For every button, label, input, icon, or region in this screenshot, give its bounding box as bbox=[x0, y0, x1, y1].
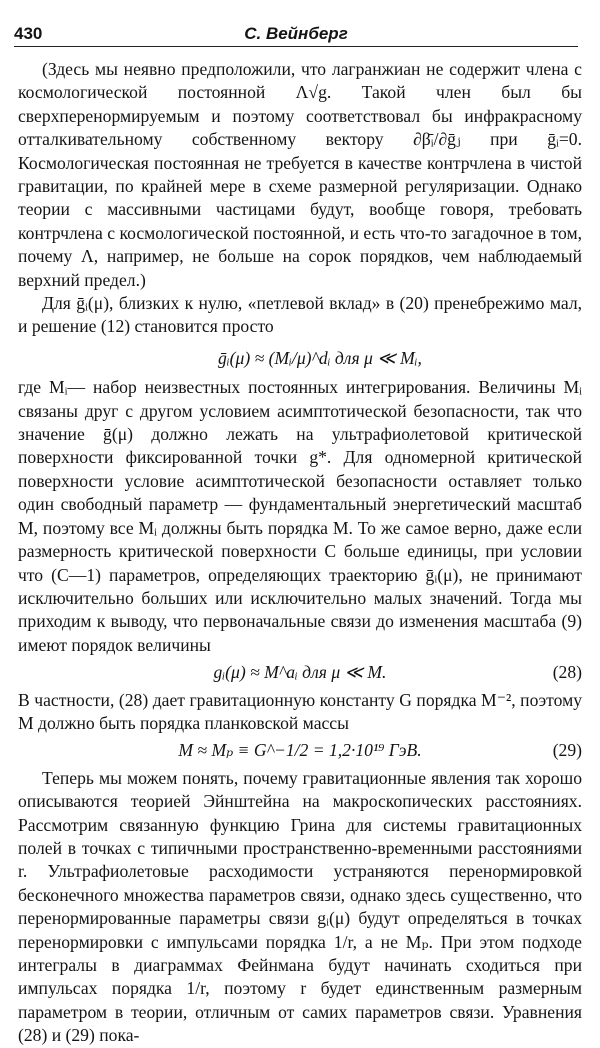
equation-29-expr: M ≈ Mₚ ≡ G^−1/2 = 1,2·10¹⁹ ГэВ. bbox=[178, 740, 422, 761]
paragraph-gravitational-constant: В частности, (28) дает гравитационную константу G порядка M⁻², поэтому M должно быть порядка планковской массы bbox=[18, 689, 582, 733]
equation-29 bbox=[18, 739, 582, 762]
page-number: 430 bbox=[14, 24, 43, 43]
equation-28-expr: gᵢ(μ) ≈ M^aᵢ для μ ≪ M. bbox=[213, 662, 387, 683]
page-body bbox=[18, 58, 582, 1048]
page-header bbox=[14, 20, 578, 47]
equation-solution-expr: ḡᵢ(μ) ≈ (Mᵢ/μ)^dᵢ для μ ≪ Mᵢ, bbox=[218, 347, 422, 368]
paragraph-integration-constants: где Mᵢ— набор неизвестных постоянных интегрирования. Величины Mᵢ связаны друг с другом условием асимптотической безопасности, так что значение ḡ(μ) должно лежать на ультрафиолетовой критической поверхности фиксированной точки g*. Для одномерной критической поверхности условие асимптотической безопасности оставляет только один свободный параметр — фундаментальный энергетический масштаб M, поэтому все Mᵢ должны быть порядка M. То же самое верно, даже если размерность критической поверхности C больше единицы, при условии что (C—1) параметров, определяющих траекторию ḡᵢ(μ), не принимают исключительно больших или исключительно малых значений. Тогда мы приходим к выводу, что первоначальные связи до изменения масштаба (9) имеют порядок величины bbox=[18, 377, 582, 655]
equation-29-number: (29) bbox=[552, 740, 582, 761]
paragraph-einstein-theory: Теперь мы можем понять, почему гравитационные явления так хорошо описываются теорией Эйнштейна на макроскопических расстояниях. Рассмотрим связанную функцию Грина для системы гравитационных полей в точках с типичными пространственно-временными расстояниями r. Ультрафиолетовые расходимости устраняются перенормировкой бесконечного множества параметров связи, однако здесь существенно, что перенормированные параметры связи gᵢ(μ) будут определяться в точках перенормировки с импульсами порядка 1/r, а не Mₚ. При этом подходе интегралы в диаграммах Фейнмана будут начинать сходиться при импульсах порядка 1/r, поэтому r будет единственным размерным параметром в теории, отличным от самих параметров связи. Уравнения (28) и (29) пока- bbox=[18, 767, 582, 1046]
equation-solution bbox=[18, 347, 582, 370]
paragraph-loop-contribution: Для ḡᵢ(μ), близких к нулю, «петлевой вклад» в (20) пренебрежимо мал, и решение (12) становится просто bbox=[18, 293, 582, 337]
running-head-author: С. Вейнберг bbox=[244, 24, 348, 43]
paragraph-cosmological-constant: (Здесь мы неявно предположили, что лагранжиан не содержит члена с космологической постоянной Λ√g. Такой член был бы сверхперенормируемым и поэтому соответствовал бы инфракрасному отталкивательному собственному вектору ∂β̄ᵢ/∂ḡⱼ при ḡᵢ=0. Космологическая постоянная не требуется в качестве контрчлена в чистой гравитации, по крайней мере в схеме размерной регуляризации. Однако теории с массивными частицами будут, вообще говоря, требовать контрчлена с космологической постоянной, и есть что-то загадочное в том, почему Λ, например, не больше на сорок порядков, чем наблюдаемый верхний предел.) bbox=[18, 59, 582, 290]
equation-28-number: (28) bbox=[552, 662, 582, 683]
equation-28 bbox=[18, 661, 582, 684]
